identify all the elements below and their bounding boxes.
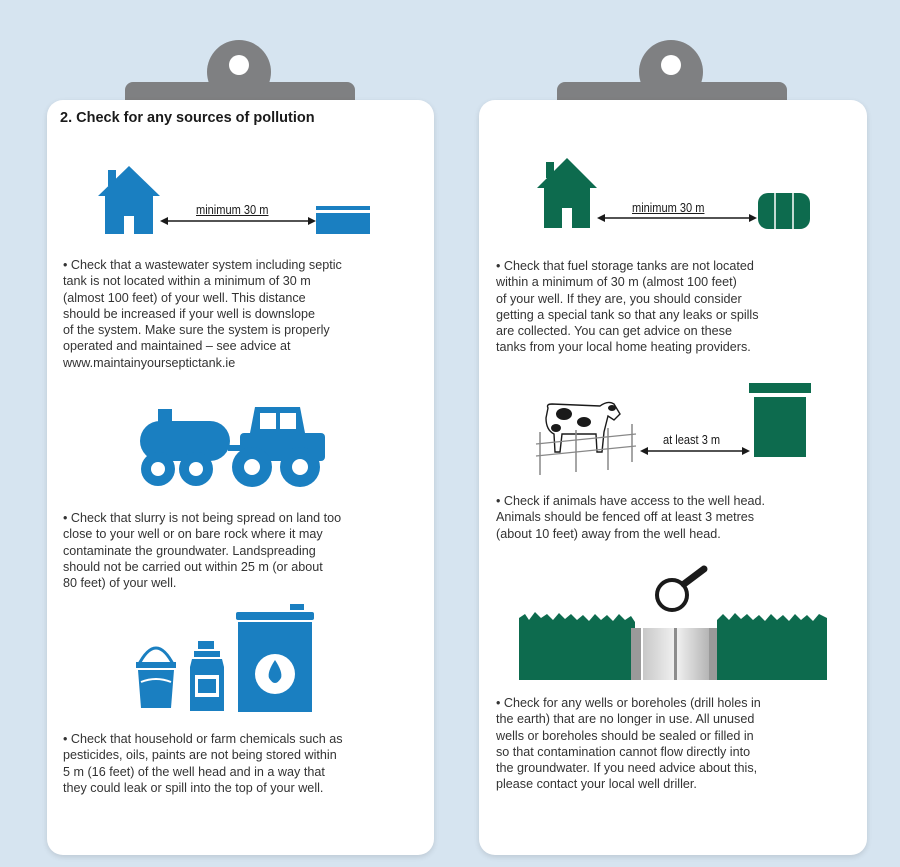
chemical-bottle-icon: [188, 641, 226, 711]
fuel-paragraph: • Check that fuel storage tanks are not located within a minimum of 30 m (almost 100 feet) of your well. If they are, you should consider getting a special tank so that any leaks or spills are collected. You can get advice on these tanks from your local home heating providers.: [496, 259, 759, 355]
borehole-paragraph: • Check for any wells or boreholes (drill holes in the earth) that are no longer in use. All unused wells or boreholes should be sealed or filled in so that contamination cannot flow directly into the groundwater. If you need advice about this, please contact your local well driller.: [496, 696, 761, 792]
paint-bucket-icon: [134, 636, 178, 710]
distance-label: minimum 30 m: [632, 200, 705, 215]
fence-icon: [536, 420, 636, 475]
magnifier-icon: [654, 567, 710, 615]
house-icon: [537, 158, 597, 228]
fuel-tank-icon: [758, 193, 810, 229]
chemicals-paragraph: • Check that household or farm chemicals such as pesticides, oils, paints are not being stored within 5 m (16 feet) of the well head and in a way that they could leak or spill into the top of your well.: [63, 732, 343, 795]
left-heading: 2. Check for any sources of pollution: [60, 110, 315, 126]
grass-icon: [519, 612, 827, 680]
distance-label: at least 3 m: [663, 432, 721, 447]
chemical-drum-icon: [236, 604, 314, 712]
tractor-with-slurry-tank-icon: [140, 405, 325, 490]
well-head-icon: [749, 383, 811, 457]
animals-paragraph: • Check if animals have access to the well head. Animals should be fenced off at least 3 metres (about 10 feet) away from the well head.: [496, 494, 766, 541]
house-icon: [98, 166, 160, 234]
distance-label: minimum 30 m: [196, 202, 269, 217]
slurry-paragraph: • Check that slurry is not being spread on land too close to your well or on bare rock where it may contaminate the groundwater. Landspreading should not be carried out within 25 m (or about 80 feet) of your well.: [63, 511, 342, 591]
septic-paragraph: • Check that a wastewater system including septic tank is not located within a minimum of 30 m (almost 100 feet) of your well. This distance should be increased if your well is downslope of the system. Make sure the system is properly operated and maintained – see advice at www.maintainyourseptictank.ie: [63, 258, 342, 370]
septic-tank-icon: [316, 206, 370, 234]
